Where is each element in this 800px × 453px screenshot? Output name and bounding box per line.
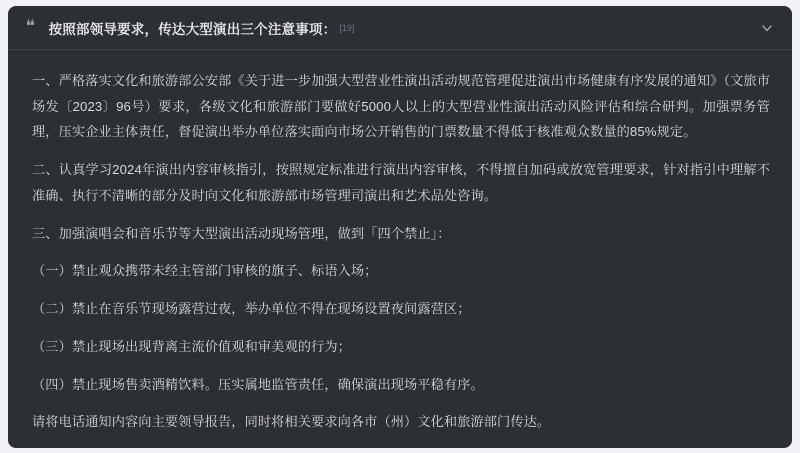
notice-paragraph: 请将电话通知内容向主要领导报告，同时将相关要求向各市（州）文化和旅游部门传达。 [32,414,551,430]
notice-paragraph: 一、严格落实文化和旅游部公安部《关于进一步加强大型营业性演出活动规范管理促进演出市场健康有序发展的通知》（文旅市场发〔2023〕96号）要求，各级文化和旅游部门要做好5000人以上的大型营业性演出活动风险评估和综合研判。加强票务管理，压实企业主体责任，督促演出举办单位落实面向市场公开销售的门票数量不得低于核准观众数量的85%规定。 [32,73,770,140]
notice-paragraph: （三）禁止现场出现背离主流价值观和审美观的行为； [32,338,351,354]
notice-body [8,50,792,448]
page-title: 按照部领导要求，传达大型演出三个注意事项： [48,21,337,37]
reference-superscript: [19] [339,22,355,33]
chevron-down-icon[interactable] [760,21,774,35]
notice-paragraph: （四）禁止现场售卖酒精饮料。压实属地监管责任，确保演出现场平稳有序。 [32,376,484,392]
notice-card [8,6,792,448]
card-header[interactable] [8,6,792,50]
quote-mark-icon: ❝ [25,17,36,35]
notice-paragraph: 三、加强演唱会和音乐节等大型演出活动现场管理，做到「四个禁止」： [32,225,451,241]
notice-paragraph: （一）禁止观众携带未经主管部门审核的旗子、标语入场； [32,263,378,279]
notice-paragraph: （二）禁止在音乐节现场露营过夜，举办单位不得在现场设置夜间露营区； [32,301,471,317]
notice-paragraph: 二、认真学习2024年演出内容审核指引，按照规定标准进行演出内容审核，不得擅自加码或放宽管理要求，针对指引中理解不准确、执行不清晰的部分及时向文化和旅游部市场管理司演出和艺术品处咨询。 [32,162,770,203]
